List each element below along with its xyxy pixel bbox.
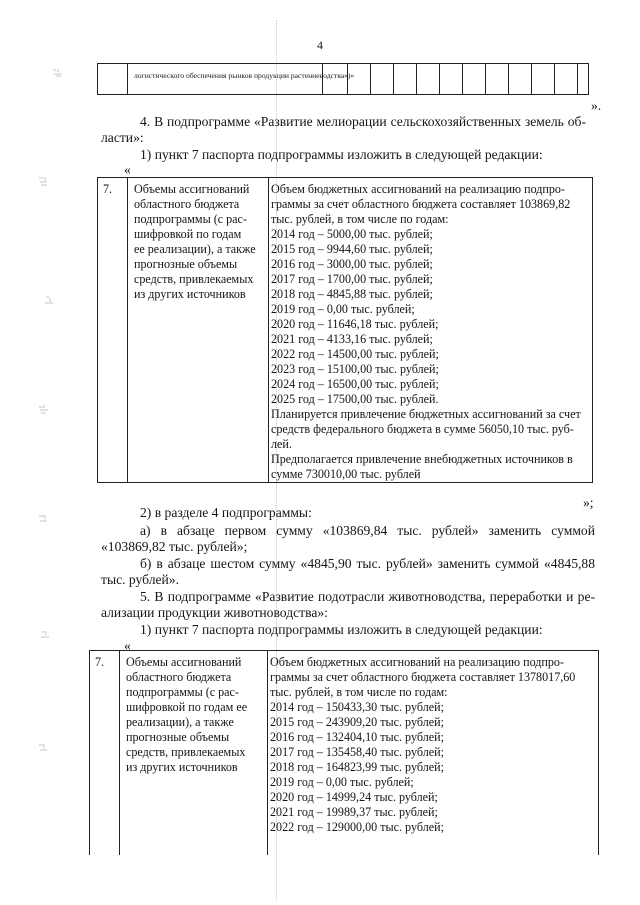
passport-table-melioration	[97, 177, 593, 483]
open-quote: «	[124, 638, 131, 653]
margin-scan-mark	[38, 742, 50, 752]
table-right-line: 2021 год – 4133,16 тыс. рублей;	[271, 332, 433, 346]
item-2b-line-1: б) в абзаце шестом сумму «4845,90 тыс. рублей» заменить суммой «4845,88	[140, 556, 595, 571]
table-left-line: шифровкой по годам	[134, 227, 242, 241]
table-right-line: сумме 730010,00 тыс. рублей	[271, 467, 421, 481]
item-2-heading: 2) в разделе 4 подпрограммы:	[140, 505, 312, 520]
table-left-line: подпрограммы (с рас-	[134, 212, 247, 226]
table-left-line: подпрограммы (с рас-	[126, 685, 239, 699]
table-right-line: 2022 год – 129000,00 тыс. рублей;	[270, 820, 444, 834]
table-right-line: 2024 год – 16500,00 тыс. рублей;	[271, 377, 439, 391]
continuation-table-text: логистического обеспечения рынков продукции растениеводства»)»	[134, 71, 355, 80]
table-right-line: 2019 год – 0,00 тыс. рублей;	[270, 775, 414, 789]
table-right-line: 2015 год – 9944,60 тыс. рублей;	[271, 242, 433, 256]
paragraph-5-line-1: 5. В подпрограмме «Развитие подотрасли животноводства, переработки и ре-	[140, 589, 595, 604]
table-right-line: тыс. рублей, в том числе по годам:	[271, 212, 449, 226]
table-right-line: 2025 год – 17500,00 тыс. рублей.	[271, 392, 439, 406]
table-right-line: 2018 год – 4845,88 тыс. рублей;	[271, 287, 433, 301]
item-2a-line-2: «103869,82 тыс. рублей»;	[101, 539, 248, 554]
item-1-heading: 1) пункт 7 паспорта подпрограммы изложить в следующей редакции:	[140, 622, 543, 637]
table-right-line: 2016 год – 132404,10 тыс. рублей;	[270, 730, 444, 744]
table-right-line: 2019 год – 0,00 тыс. рублей;	[271, 302, 415, 316]
table-left-line: из других источников	[126, 760, 238, 774]
table-row-number: 7.	[95, 655, 105, 669]
page-number: 4	[317, 38, 323, 52]
table-right-line: 2018 год – 164823,99 тыс. рублей;	[270, 760, 444, 774]
margin-scan-mark	[40, 630, 52, 640]
table-right-cell	[270, 655, 596, 835]
table-left-line: ее реализации), а также	[134, 242, 256, 256]
margin-scan-mark	[52, 68, 64, 78]
paragraph-4-line-2: ласти»:	[101, 130, 144, 145]
table-right-line: 2017 год – 1700,00 тыс. рублей;	[271, 272, 433, 286]
table-row-number: 7.	[103, 182, 113, 196]
table-right-line: Предполагается привлечение внебюджетных источников в	[271, 452, 573, 466]
table-right-line: Объем бюджетных ассигнований на реализацию подпро-	[271, 182, 566, 196]
table-right-line: 2016 год – 3000,00 тыс. рублей;	[271, 257, 433, 271]
margin-scan-mark	[38, 176, 50, 186]
continuation-table	[97, 63, 589, 95]
table-left-line: прогнозные объемы	[134, 257, 238, 271]
table-left-line: из других источников	[134, 287, 246, 301]
close-quote: ».	[591, 98, 602, 113]
table-right-line: Объем бюджетных ассигнований на реализацию подпро-	[270, 655, 565, 669]
table-right-line: Планируется привлечение бюджетных ассигнований за счет	[271, 407, 581, 421]
margin-scan-mark	[38, 404, 50, 414]
table-right-line: 2014 год – 5000,00 тыс. рублей;	[271, 227, 433, 241]
margin-scan-mark	[44, 296, 56, 306]
table-left-line: областного бюджета	[134, 197, 240, 211]
table-left-line: шифровкой по годам ее	[126, 700, 248, 714]
close-quote: »;	[583, 495, 594, 510]
table-right-line: граммы за счет областного бюджета составляет 103869,82	[271, 197, 571, 211]
table-left-cell	[134, 182, 266, 302]
table-right-line: 2015 год – 243909,20 тыс. рублей;	[270, 715, 444, 729]
paragraph-5-line-2: ализации продукции животноводства»:	[101, 605, 328, 620]
table-right-line: граммы за счет областного бюджета составляет 1378017,60	[270, 670, 576, 684]
open-quote: «	[124, 162, 131, 177]
table-right-line: 2023 год – 15100,00 тыс. рублей;	[271, 362, 439, 376]
item-2a-line-1: а) в абзаце первом сумму «103869,84 тыс. рублей» заменить суммой	[140, 523, 595, 538]
table-left-line: реализации), а также	[126, 715, 234, 729]
table-right-line: 2021 год – 19989,37 тыс. рублей;	[270, 805, 438, 819]
table-left-line: Объемы ассигнований	[126, 655, 242, 669]
table-left-line: областного бюджета	[126, 670, 232, 684]
table-left-line: средств, привлекаемых	[134, 272, 254, 286]
table-right-line: лей.	[271, 437, 292, 451]
table-right-line: 2017 год – 135458,40 тыс. рублей;	[270, 745, 444, 759]
table-right-cell	[271, 182, 589, 482]
table-right-line: тыс. рублей, в том числе по годам:	[270, 685, 448, 699]
item-1-heading: 1) пункт 7 паспорта подпрограммы изложить в следующей редакции:	[140, 147, 543, 162]
passport-table-livestock	[89, 650, 599, 855]
table-left-line: средств, привлекаемых	[126, 745, 246, 759]
table-right-line: 2014 год – 150433,30 тыс. рублей;	[270, 700, 444, 714]
margin-scan-mark	[38, 514, 50, 524]
item-2b-line-2: тыс. рублей».	[101, 572, 180, 587]
table-left-line: Объемы ассигнований	[134, 182, 250, 196]
table-right-line: 2020 год – 11646,18 тыс. рублей;	[271, 317, 439, 331]
table-right-line: 2020 год – 14999,24 тыс. рублей;	[270, 790, 438, 804]
paragraph-4-line-1: 4. В подпрограмме «Развитие мелиорации сельскохозяйственных земель об-	[140, 114, 586, 129]
table-right-line: 2022 год – 14500,00 тыс. рублей;	[271, 347, 439, 361]
table-left-cell	[126, 655, 266, 775]
table-right-line: средств федерального бюджета в сумме 56050,10 тыс. руб-	[271, 422, 574, 436]
table-left-line: прогнозные объемы	[126, 730, 230, 744]
